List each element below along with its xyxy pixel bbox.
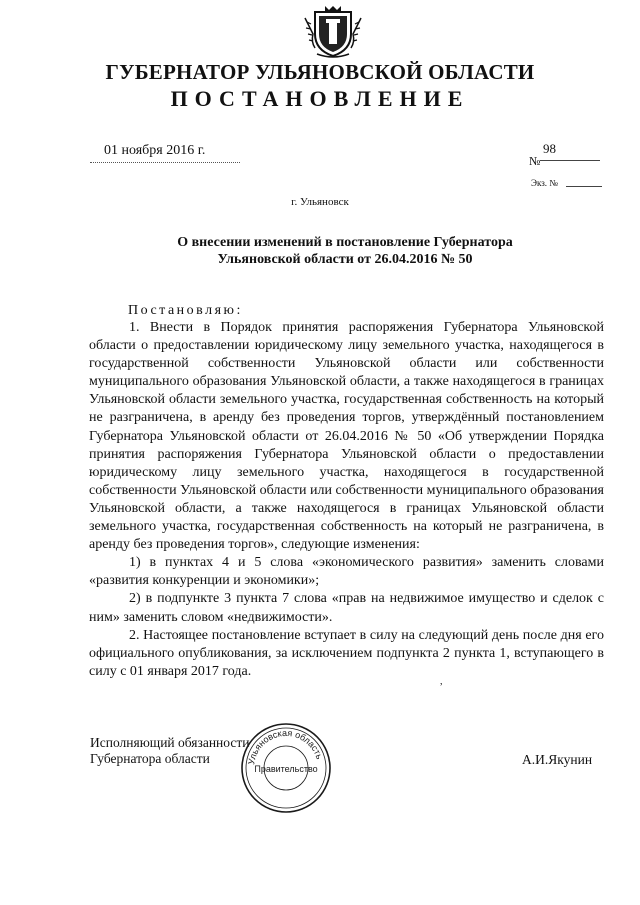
ink-mark: , bbox=[440, 676, 443, 687]
document-body bbox=[89, 319, 604, 681]
paragraph: 2) в подпункте 3 пункта 7 слова «прав на недвижимое имущество и сделок с ним» заменить словом «недвижимости». bbox=[89, 591, 604, 625]
signatory-name: А.И.Якунин bbox=[522, 752, 593, 767]
document-type-heading: ПОСТАНОВЛЕНИЕ bbox=[170, 86, 470, 111]
paragraph: 1) в пунктах 4 и 5 слова «экономического развития» заменить словами «развития конкуренции и экономики»; bbox=[89, 555, 604, 589]
number-underline bbox=[540, 160, 600, 161]
seal-center-text: Правительство bbox=[254, 764, 318, 774]
position-line-1: Исполняющий обязанности bbox=[90, 735, 250, 750]
paragraph: 1. Внести в Порядок принятия распоряжения Губернатора Ульяновской области о предоставлении юридическому лицу земельного участка, находящегося в государственной собственности Ульяновской области или собственности муниципального образования Ульяновской области, а также находящегося в границах Ульяновской области земельного участка, государственная собственность на который не разграничена, в аренду без проведения торгов, утверждённый постановлением Губернатора Ульяновской области от 26.04.2016 № 50 «Об утверждении Порядка принятия распоряжения Губернатора Ульяновской области о предоставлении юридическому лицу земельного участка, находящегося в государственной собственности Ульяновской области или собственности муниципального образования Ульяновской области, а также находящегося в границах Ульяновской области земельного участка, государственная собственность на который не разграничена, в аренду без проведения торгов», следующие изменения: bbox=[89, 320, 604, 553]
copy-number-underline bbox=[566, 186, 602, 187]
document-number: 98 bbox=[543, 141, 556, 156]
decree-word: Постановляю: bbox=[128, 303, 243, 318]
date-underline bbox=[90, 162, 240, 163]
copy-number-label: Экз. № bbox=[531, 178, 558, 188]
number-label: № bbox=[529, 154, 541, 168]
document-subject: О внесении изменений в постановление Губернатора Ульяновской области от 26.04.2016 № 50 bbox=[177, 235, 513, 267]
position-line-2: Губернатора области bbox=[90, 751, 210, 766]
official-seal-icon bbox=[240, 722, 332, 814]
signatory-position bbox=[90, 735, 249, 767]
paragraph: 2. Настоящее постановление вступает в силу на следующий день после дня его официального опубликования, за исключением подпункта 2 пункта 1, вступающего в силу с 01 января 2017 года. bbox=[89, 627, 604, 679]
seal-arc-text: Ульяновская область bbox=[246, 727, 325, 766]
city: г. Ульяновск bbox=[291, 196, 349, 208]
coat-of-arms-icon bbox=[301, 4, 365, 60]
document-date: 01 ноября 2016 г. bbox=[104, 143, 206, 158]
authority-heading: ГУБЕРНАТОР УЛЬЯНОВСКОЙ ОБЛАСТИ bbox=[105, 60, 535, 84]
